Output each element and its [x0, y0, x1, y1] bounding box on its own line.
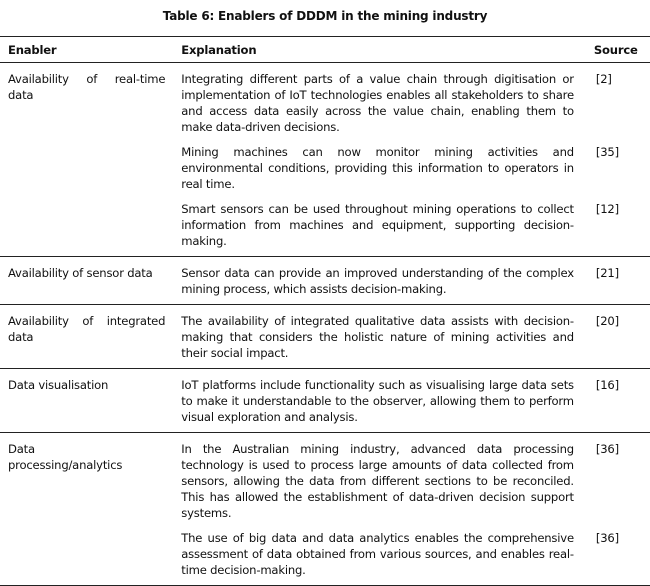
source-cell: [2]: [595, 72, 612, 86]
table-row: [0, 135, 650, 192]
source-cell: [16]: [588, 369, 650, 433]
enabler-cell: [0, 135, 173, 192]
table-header-row: [0, 37, 650, 63]
enabler-cell: Availability of integrated data: [0, 305, 173, 369]
source-cell: [36]: [588, 521, 650, 586]
table-title: Table 6: Enablers of DDDM in the mining industry: [162, 9, 488, 23]
enabler-cell: Availability of real-time data: [8, 72, 166, 102]
explanation-cell: The availability of integrated qualitative data assists with decision-making that considers the holistic nature of mining activities and their social impact.: [173, 305, 588, 369]
enabler-cell: [0, 521, 173, 586]
source-cell: [21]: [588, 257, 650, 305]
source-cell: [12]: [588, 192, 650, 257]
table-row: [0, 257, 650, 305]
table-row: [0, 305, 650, 369]
table-row: [0, 369, 650, 433]
header-enabler: Enabler: [0, 37, 173, 63]
table-row: [0, 192, 650, 257]
header-source: Source: [588, 37, 650, 63]
explanation-cell: In the Australian mining industry, advanced data processing technology is used to process large amounts of data collected from sensors, allowing the data from different sections to be reconciled. This has allowed the establishment of data-driven decision support systems.: [181, 442, 574, 520]
enabler-cell: Availability of sensor data: [0, 257, 173, 305]
source-cell: [20]: [588, 305, 650, 369]
explanation-cell: Sensor data can provide an improved understanding of the complex mining process, which assists decision-making.: [173, 257, 588, 305]
enabler-cell: [0, 192, 173, 257]
table-row: [0, 433, 650, 522]
table-row: [0, 521, 650, 586]
explanation-cell: Integrating different parts of a value chain through digitisation or implementation of IoT technologies enables all stakeholders to share and access data easily across the value chain, enabling them to make data-driven decisions.: [181, 72, 574, 134]
explanation-cell: Smart sensors can be used throughout mining operations to collect information from machines and equipment, supporting decision-making.: [173, 192, 588, 257]
explanation-cell: The use of big data and data analytics enables the comprehensive assessment of data obtained from various sources, and enables real-time decision-making.: [173, 521, 588, 586]
source-cell: [36]: [595, 442, 619, 456]
enabler-cell: Data visualisation: [0, 369, 173, 433]
enabler-cell: Data processing/analytics: [8, 442, 123, 472]
enablers-table: [0, 36, 650, 586]
header-explanation: Explanation: [173, 37, 588, 63]
table-row: [0, 63, 650, 136]
source-cell: [35]: [595, 145, 619, 159]
explanation-cell: Mining machines can now monitor mining activities and environmental conditions, providing this information to operators in real time.: [181, 145, 574, 191]
explanation-cell: IoT platforms include functionality such as visualising large data sets to make it understandable to the observer, allowing them to perform visual exploration and analysis.: [173, 369, 588, 433]
